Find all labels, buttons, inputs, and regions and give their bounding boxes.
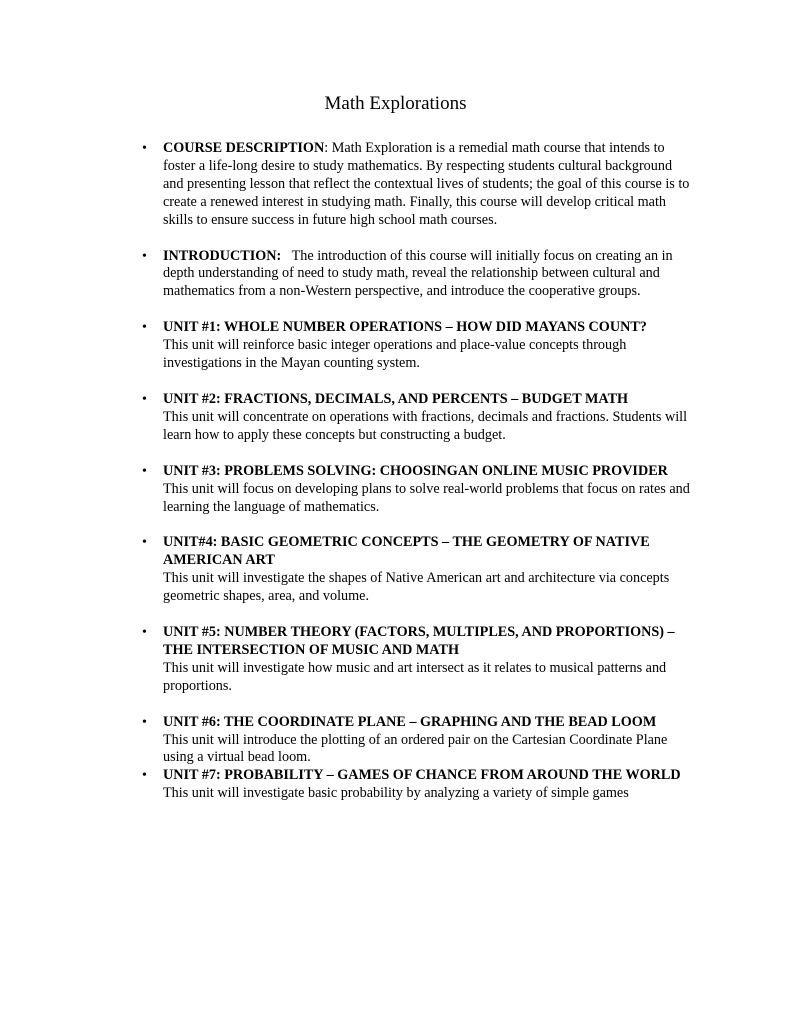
section-unit-4	[142, 534, 693, 606]
section-unit-7	[142, 767, 693, 803]
section-text: This unit will reinforce basic integer operations and place-value concepts through investigations in the Mayan counting system.	[163, 337, 627, 372]
section-heading: UNIT #5: NUMBER THEORY (FACTORS, MULTIPLES, AND PROPORTIONS) – THE INTERSECTION OF MUSIC AND MATH	[163, 624, 675, 658]
section-text: Math Exploration is a remedial math course that intends to foster a life-long desire to study mathematics. By respecting students cultural background and presenting lesson that reflect the contextual lives of students; the goal of this course is to create a renewed interest in studying math. Finally, this course will develop critical math skills to ensure success in future high school math courses.	[163, 140, 690, 228]
bullet-icon: •	[142, 248, 147, 264]
section-heading: UNIT #3: PROBLEMS SOLVING: CHOOSINGAN ONLINE MUSIC PROVIDER	[163, 462, 668, 479]
section-unit-1	[142, 319, 693, 373]
section-list	[142, 140, 693, 803]
bullet-icon: •	[142, 391, 147, 407]
section-course-description	[142, 140, 693, 230]
section-text: This unit will investigate basic probability by analyzing a variety of simple games	[163, 785, 629, 802]
bullet-icon: •	[142, 463, 147, 479]
section-text: This unit will investigate how music and art intersect as it relates to musical patterns and proportions.	[163, 659, 667, 694]
section-unit-6	[142, 713, 693, 768]
bullet-icon: •	[142, 320, 147, 336]
section-introduction	[142, 247, 693, 302]
section-unit-5	[142, 624, 693, 696]
section-text: This unit will focus on developing plans to solve real-world problems that focus on rates and learning the language of mathematics.	[163, 480, 690, 515]
bullet-icon: •	[142, 141, 147, 156]
section-text: This unit will concentrate on operations with fractions, decimals and fractions. Students will learn how to apply these concepts but constructing a budget.	[163, 408, 688, 443]
bullet-icon: •	[142, 535, 147, 551]
section-heading: UNIT #7: PROBABILITY – GAMES OF CHANCE FROM AROUND THE WORLD	[163, 767, 681, 784]
heading-separator: :	[324, 140, 332, 156]
bullet-icon: •	[142, 625, 147, 641]
section-heading: UNIT#4: BASIC GEOMETRIC CONCEPTS – THE GEOMETRY OF NATIVE AMERICAN ART	[163, 534, 650, 569]
section-text: This unit will investigate the shapes of Native American art and architecture via concepts geometric shapes, area, and volume.	[163, 570, 670, 605]
section-heading: UNIT #1: WHOLE NUMBER OPERATIONS – HOW DID MAYANS COUNT?	[163, 319, 647, 336]
section-unit-2	[142, 390, 693, 445]
section-text: This unit will introduce the plotting of an ordered pair on the Cartesian Coordinate Plane using a virtual bead loom.	[163, 731, 668, 766]
section-heading: UNIT #6: THE COORDINATE PLANE – GRAPHING AND THE BEAD LOOM	[163, 713, 657, 730]
section-unit-3	[142, 462, 693, 517]
section-heading: UNIT #2: FRACTIONS, DECIMALS, AND PERCENTS – BUDGET MATH	[163, 390, 629, 407]
bullet-icon: •	[142, 714, 147, 730]
section-heading: COURSE DESCRIPTION	[163, 140, 325, 156]
document-title: Math Explorations	[324, 93, 467, 114]
bullet-icon: •	[142, 768, 147, 784]
section-heading: INTRODUCTION:	[163, 247, 282, 264]
section-text: The introduction of this course will initially focus on creating an in depth understanding of need to study math, reveal the relationship between cultural and mathematics from a non-Western perspective, and introduce the cooperative groups.	[163, 247, 673, 300]
heading-separator	[281, 248, 291, 264]
